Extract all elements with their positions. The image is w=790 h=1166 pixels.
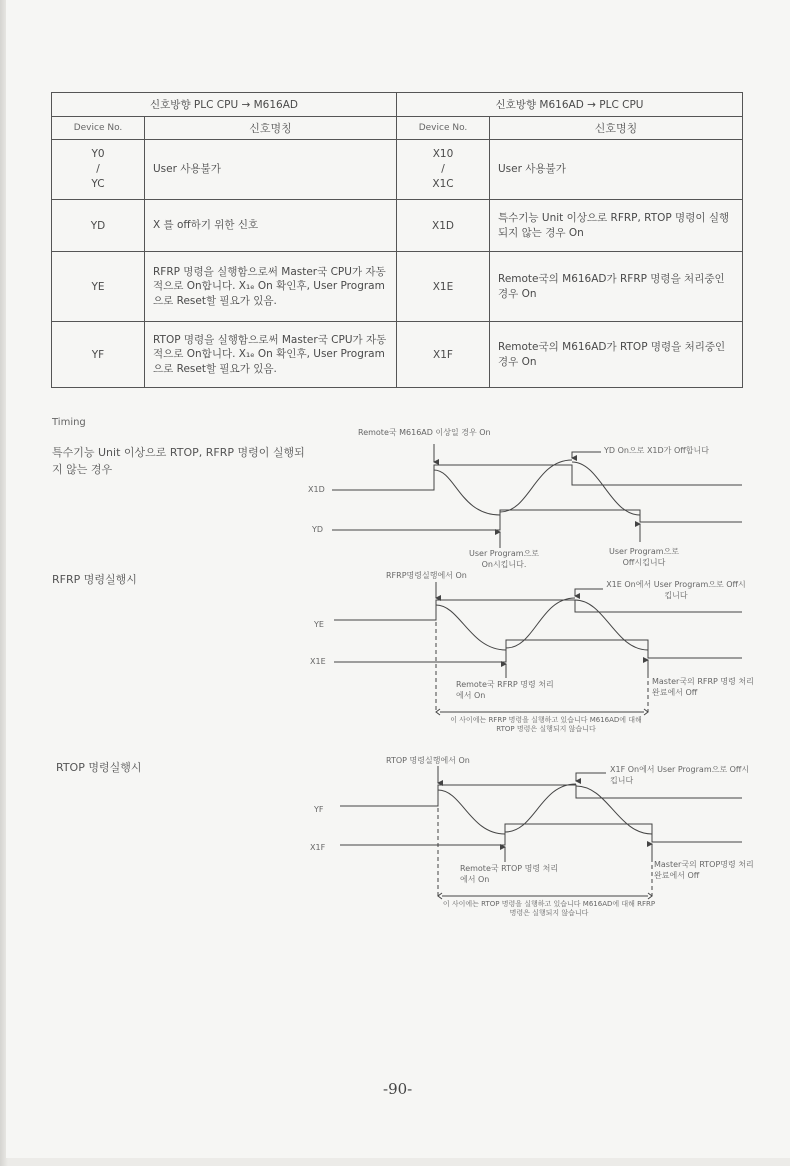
right-signal-header: 신호명칭: [490, 117, 743, 140]
right-signal-cell: Remote국의 M616AD가 RFRP 명령을 처리중인 경우 On: [490, 252, 743, 322]
left-device-cell: YE: [52, 252, 145, 322]
diagram1-bottom-note-right: User Program으로 Off시킵니다: [609, 547, 679, 567]
right-device-cell: X1F: [397, 322, 490, 388]
right-device-cell: X10 / X1C: [397, 140, 490, 200]
diagram2-right-note: X1E On에서 User Program으로 Off시킵니다: [606, 580, 746, 600]
ye-fall-curve: [575, 600, 648, 650]
page-number: -90-: [383, 1080, 413, 1098]
left-device-cell: YF: [52, 322, 145, 388]
diagram1-waveforms: [332, 444, 742, 548]
right-signal-cell: 특수기능 Unit 이상으로 RFRP, RTOP 명령이 실행되지 않는 경우 On: [490, 200, 743, 252]
x1d-fall-curve: [572, 462, 640, 515]
diagram1-top-note: Remote국 M616AD 이상일 경우 On: [358, 428, 491, 437]
left-signal-cell: RFRP 명령을 실행함으로써 Master국 CPU가 자동적으로 On합니다. X₁ₑ On 확인후, User Program으로 Reset할 필요가 있음.: [145, 252, 397, 322]
right-signal-cell: Remote국의 M616AD가 RTOP 명령을 처리중인 경우 On: [490, 322, 743, 388]
diagram3-signal-yf: YF: [314, 805, 324, 814]
right-device-cell: X1E: [397, 252, 490, 322]
diagram1-signal-x1d: X1D: [308, 485, 325, 494]
diagram2-bottom-note-right: Master국의 RFRP 명령 처리 완료에서 Off: [652, 677, 754, 697]
x1d-waveform: [332, 465, 742, 490]
diagram2-top-note: RFRP명령실행에서 On: [386, 571, 467, 580]
diagram3-signal-x1f: X1F: [310, 843, 326, 852]
right-device-header: Device No.: [397, 117, 490, 140]
ye-waveform: [334, 600, 742, 620]
left-direction-header: 신호방향 PLC CPU → M616AD: [52, 93, 397, 117]
diagram3-bottom-note-right: Master국의 RTOP명령 처리 완료에서 Off: [654, 860, 754, 880]
diagram1-bottom-note-left: User Program으로 On시킵니다.: [469, 549, 539, 569]
right-direction-header: 신호방향 M616AD → PLC CPU: [397, 93, 743, 117]
left-signal-header: 신호명칭: [145, 117, 397, 140]
diagram2-signal-ye: YE: [314, 620, 324, 629]
diagram1-label: 특수기능 Unit 이상으로 RTOP, RFRP 명령이 실행되지 않는 경우: [52, 446, 305, 476]
right-signal-cell: User 사용불가: [490, 140, 743, 200]
diagram1-right-note: YD On으로 X1D가 Off합니다: [604, 446, 709, 455]
left-signal-cell: X 를 off하기 위한 신호: [145, 200, 397, 252]
diagram3-top-note: RTOP 명령실행에서 On: [386, 756, 470, 765]
yf-waveform: [340, 785, 742, 806]
x1f-to-yf-curve: [505, 784, 576, 832]
diagram3-bottom-note-left: Remote국 RTOP 명령 처리에서 On: [460, 864, 559, 884]
left-device-header: Device No.: [52, 117, 145, 140]
diagram1-signal-yd: YD: [312, 525, 324, 534]
left-signal-cell: RTOP 명령을 실행함으로써 Master국 CPU가 자동적으로 On합니다. X₁ₑ On 확인후, User Program으로 Reset할 필요가 있음.: [145, 322, 397, 388]
diagram2-signal-x1e: X1E: [310, 657, 326, 666]
ye-to-x1e-curve: [436, 605, 506, 650]
diagram2-bracket-note: 이 사이에는 RFRP 명령을 실행하고 있습니다 M616AD에 대해 RTOP 명령은 실행되지 않습니다: [450, 716, 642, 734]
x1d-to-yd-curve: [434, 470, 500, 515]
diagram3-bracket-note: 이 사이에는 RTOP 명령을 실행하고 있습니다 M616AD에 대해 RFRP 명령은 실행되지 않습니다: [442, 900, 656, 918]
diagram3-right-note: X1F On에서 User Program으로 Off시킵니다: [610, 765, 750, 785]
x1f-waveform: [340, 824, 742, 845]
diagram2-bottom-note-left: Remote국 RFRP 명령 처리에서 On: [456, 680, 554, 700]
left-device-cell: Y0 / YC: [52, 140, 145, 200]
right-device-cell: X1D: [397, 200, 490, 252]
diagram3-label: RTOP 명령실행시: [56, 761, 142, 774]
x1e-waveform: [334, 640, 742, 662]
yd-to-x1d-curve: [500, 460, 572, 512]
yf-to-x1f-curve: [438, 790, 505, 834]
diagram2-label: RFRP 명령실행시: [52, 573, 137, 586]
left-signal-cell: User 사용불가: [145, 140, 397, 200]
yd-waveform: [332, 510, 742, 530]
yf-fall-curve: [576, 786, 652, 834]
left-device-cell: YD: [52, 200, 145, 252]
timing-heading: Timing: [52, 417, 86, 428]
